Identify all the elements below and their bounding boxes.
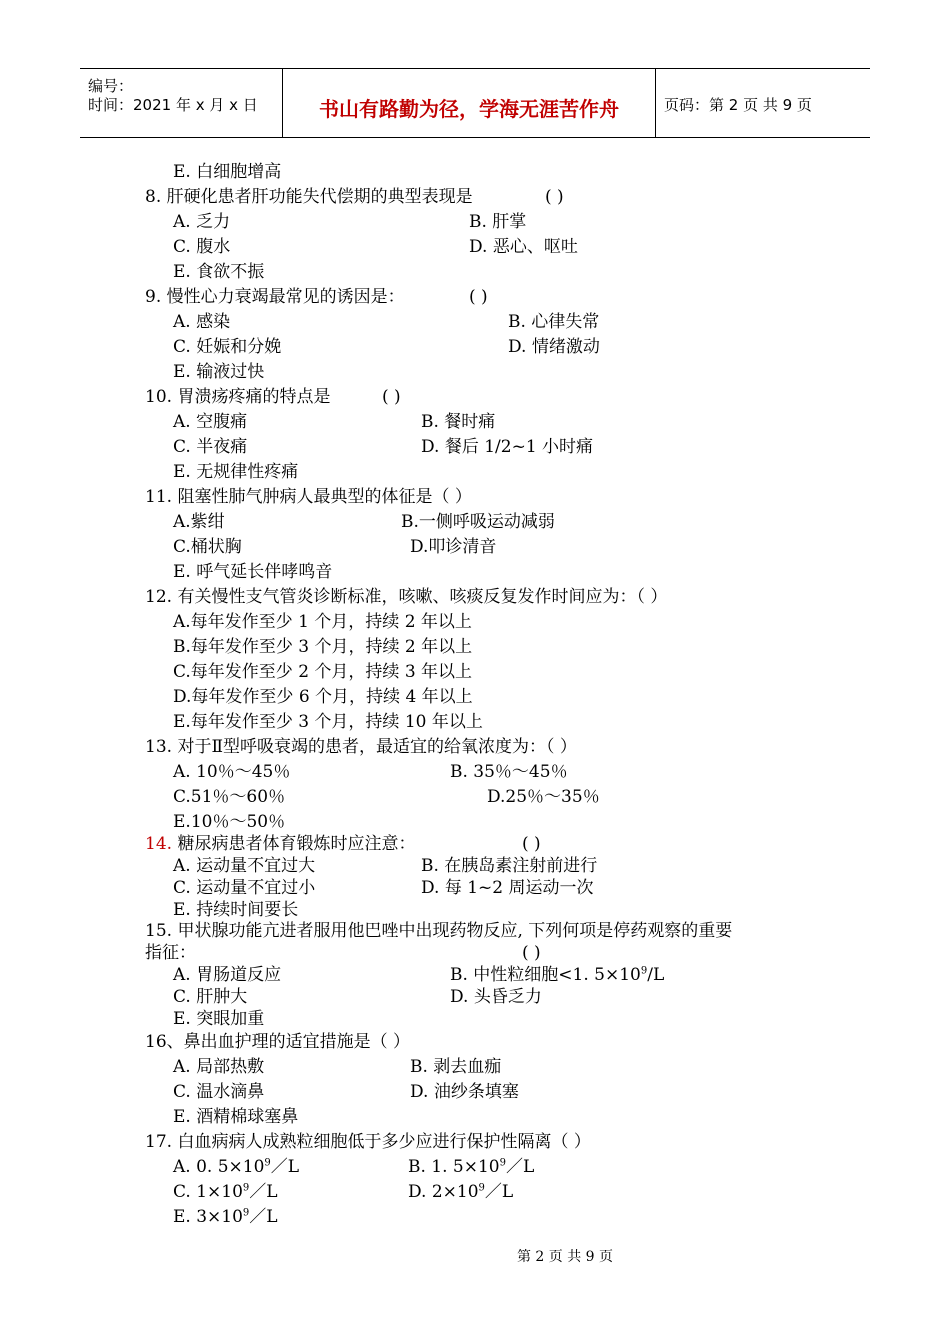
- option-line: [450, 964, 664, 986]
- option-unit: ／L: [249, 1182, 278, 1202]
- option-line: B. 35％～45％: [450, 762, 568, 782]
- superscript: 9: [242, 1207, 250, 1219]
- option-line: A. 空腹痛: [173, 412, 248, 432]
- footer-page-number: 第 2 页 共 9 页: [516, 1249, 614, 1265]
- option-unit: ／L: [484, 1182, 514, 1202]
- option-line: C.桶状胸: [173, 537, 242, 557]
- option-line: A. 局部热敷: [173, 1057, 265, 1077]
- option-line: A. 感染: [173, 312, 231, 332]
- option-line: B.一侧呼吸运动减弱: [401, 512, 555, 532]
- option-line: D. 每 1~2 周运动一次: [421, 878, 594, 898]
- answer-blank: ( ): [382, 387, 401, 407]
- option-line: A. 10％～45％: [173, 762, 291, 782]
- option-line: E.每年发作至少 3 个月，持续 10 年以上: [173, 712, 483, 732]
- header-center-cell: [283, 69, 656, 137]
- option-unit: ／L: [249, 1207, 278, 1227]
- superscript: 9: [640, 965, 648, 977]
- question-15: 15. 甲状腺功能亢进者服用他巴唑中出现药物反应, 下列何项是停药观察的重要: [145, 921, 733, 941]
- option-line: E. 输液过快: [173, 362, 265, 382]
- option-line: A. 乏力: [173, 212, 231, 232]
- option-line: E. 突眼加重: [173, 1009, 265, 1029]
- option-line: D.25％～35％: [487, 787, 600, 807]
- option-unit: ／L: [270, 1157, 300, 1177]
- option-line: B. 剥去血痂: [410, 1057, 502, 1077]
- option-line: [173, 1206, 278, 1228]
- option-line: E. 酒精棉球塞鼻: [173, 1107, 299, 1127]
- question-14: [145, 833, 415, 855]
- question-10: 10. 胃溃疡疼痛的特点是: [145, 387, 331, 407]
- option-line: C. 运动量不宜过小: [173, 878, 316, 898]
- option-text: D. 2×10: [408, 1182, 479, 1202]
- answer-blank: ( ): [545, 187, 564, 207]
- option-text: E. 3×10: [173, 1207, 243, 1227]
- option-line: B. 餐时痛: [421, 412, 496, 432]
- option-line: E. 无规律性疼痛: [173, 462, 299, 482]
- answer-blank: ( ): [469, 287, 488, 307]
- option-line: [408, 1181, 513, 1203]
- question-16: 16、鼻出血护理的适宜措施是（ ）: [145, 1032, 411, 1052]
- question-15-cont: 指征：: [145, 943, 196, 963]
- option-text: B. 中性粒细胞<1. 5×10: [450, 965, 641, 985]
- option-line: E. 食欲不振: [173, 262, 265, 282]
- question-number: 14.: [145, 834, 173, 854]
- option-line: C.51％～60％: [173, 787, 286, 807]
- option-line: C. 温水滴鼻: [173, 1082, 265, 1102]
- header-right-cell: [656, 69, 870, 137]
- option-line: D.叩诊清音: [410, 537, 497, 557]
- option-line: D. 头昏乏力: [450, 987, 542, 1007]
- page-footer: [0, 1246, 950, 1266]
- option-line: D.每年发作至少 6 个月，持续 4 年以上: [173, 687, 473, 707]
- answer-blank: ( ): [522, 834, 541, 854]
- option-text: B. 1. 5×10: [408, 1157, 500, 1177]
- header-left-cell: [80, 69, 283, 137]
- superscript: 9: [264, 1157, 271, 1169]
- option-line: D. 油纱条填塞: [410, 1082, 519, 1102]
- question-text: 糖尿病患者体育锻炼时应注意：: [172, 834, 416, 854]
- option-line: C.每年发作至少 2 个月，持续 3 年以上: [173, 662, 473, 682]
- superscript: 9: [242, 1182, 250, 1194]
- option-line: C. 半夜痛: [173, 437, 248, 457]
- page-info: 页码：第 2 页 共 9 页: [664, 96, 812, 114]
- option-line: C. 腹水: [173, 237, 231, 257]
- option-line: E.10％～50％: [173, 812, 286, 832]
- option-line: B.每年发作至少 3 个月，持续 2 年以上: [173, 637, 473, 657]
- superscript: 9: [478, 1182, 485, 1194]
- option-line: A. 胃肠道反应: [173, 965, 282, 985]
- question-13: 13. 对于Ⅱ型呼吸衰竭的患者，最适宜的给氧浓度为：（ ）: [145, 737, 577, 757]
- answer-blank: ( ): [522, 943, 541, 963]
- question-12: 12. 有关慢性支气管炎诊断标准，咳嗽、咳痰反复发作时间应为：（ ）: [145, 587, 668, 607]
- option-text: A. 0. 5×10: [173, 1157, 265, 1177]
- option-unit: /L: [647, 965, 665, 985]
- option-line: E. 呼气延长伴哮鸣音: [173, 562, 333, 582]
- option-line: A.紫绀: [173, 512, 225, 532]
- code-label: 编号：: [88, 77, 134, 95]
- time-label: 时间：2021 年 x 月 x 日: [88, 96, 258, 114]
- superscript: 9: [499, 1157, 506, 1169]
- option-line: [408, 1156, 534, 1178]
- question-8: 8. 肝硬化患者肝功能失代偿期的典型表现是: [145, 187, 473, 207]
- option-line: B. 在胰岛素注射前进行: [421, 856, 598, 876]
- option-line: A. 运动量不宜过大: [173, 856, 316, 876]
- option-line: B. 心律失常: [508, 312, 600, 332]
- option-line: [173, 1156, 299, 1178]
- page-header: [80, 68, 870, 138]
- question-9: 9. 慢性心力衰竭最常见的诱因是：: [145, 287, 405, 307]
- motto: 书山有路勤为径，学海无涯苦作舟: [319, 97, 619, 121]
- option-text: C. 1×10: [173, 1182, 243, 1202]
- option-line: [173, 1181, 278, 1203]
- option-line: B. 肝掌: [469, 212, 527, 232]
- option-line: E. 白细胞增高: [173, 162, 282, 182]
- question-11: 11. 阻塞性肺气肿病人最典型的体征是（ ）: [145, 487, 472, 507]
- option-unit: ／L: [506, 1157, 535, 1177]
- option-line: C. 肝肿大: [173, 987, 248, 1007]
- option-line: C. 妊娠和分娩: [173, 337, 282, 357]
- option-line: A.每年发作至少 1 个月，持续 2 年以上: [173, 612, 472, 632]
- option-line: E. 持续时间要长: [173, 900, 299, 920]
- question-17: 17. 白血病病人成熟粒细胞低于多少应进行保护性隔离（ ）: [145, 1132, 591, 1152]
- option-line: D. 餐后 1/2~1 小时痛: [421, 437, 594, 457]
- option-line: D. 恶心、呕吐: [469, 237, 578, 257]
- option-line: D. 情绪激动: [508, 337, 600, 357]
